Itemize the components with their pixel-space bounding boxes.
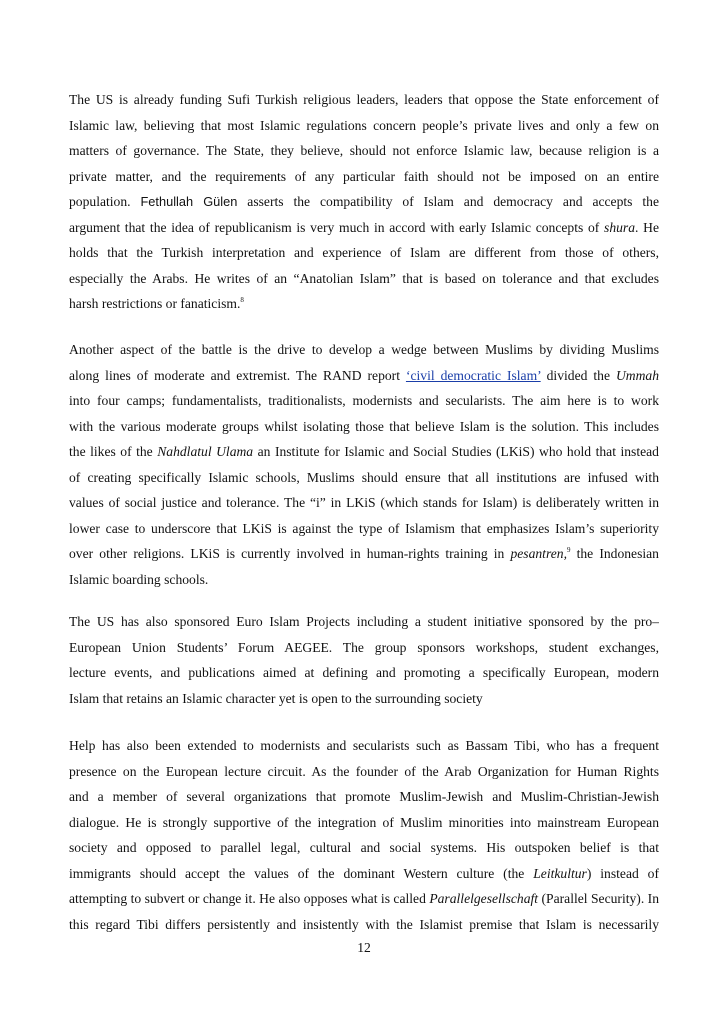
text-line: matters of governance. The State, they believe, should not enforce Islamic law, because religion is a	[69, 143, 659, 158]
page-number: 12	[357, 940, 371, 955]
text-line: population. Fethullah Gülen asserts the compatibility of Islam and democracy and accepts the	[69, 194, 659, 209]
text-line: holds that the Turkish interpretation and experience of Islam are different from those of others,	[69, 245, 659, 260]
text-line: The US has also sponsored Euro Islam Projects including a student initiative sponsored by the pro–	[69, 614, 659, 629]
paragraph-2	[69, 337, 659, 592]
text-line: Help has also been extended to modernists and secularists such as Bassam Tibi, who has a frequent	[69, 738, 659, 753]
text-line: Islamic boarding schools.	[69, 571, 209, 587]
text-line: presence on the European lecture circuit. As the founder of the Arab Organization for Human Rights	[69, 763, 659, 779]
paragraph-4	[69, 733, 659, 937]
person-name: Fethullah Gülen	[140, 194, 238, 209]
italic-term: Leitkultur	[533, 865, 587, 881]
paragraph-1	[69, 87, 659, 317]
text-line: especially the Arabs. He writes of an “Anatolian Islam” that is based on tolerance and that excludes	[69, 270, 659, 286]
text-line: lecture events, and publications aimed at defining and promoting a specifically European, modern	[69, 665, 659, 680]
text-line: harsh restrictions or fanaticism.$^8$	[69, 296, 244, 311]
text-line: with the various moderate groups whilst isolating those that believe Islam is the solution. This includes	[69, 418, 659, 434]
text-line: this regard Tibi differs persistently and insistently with the Islamist premise that Islam is necessarily	[69, 916, 659, 932]
text-line: lower case to underscore that LKiS is against the type of Islamism that emphasizes Islam’s superiority	[69, 520, 659, 536]
text-line: the likes of the Nahdlatul Ulama an Institute for Islamic and Social Studies (LKiS) who hold that instead	[69, 444, 659, 459]
text-line: into four camps; fundamentalists, traditionalists, modernists and secularists. The aim here is to work	[69, 393, 659, 408]
text-line: Another aspect of the battle is the drive to develop a wedge between Muslims by dividing Muslims	[69, 342, 659, 357]
text-line: European Union Students’ Forum AEGEE. The group sponsors workshops, student exchanges,	[69, 639, 659, 655]
text-line: immigrants should accept the values of the dominant Western culture (the Leitkultur) instead of	[69, 865, 659, 881]
text-line: and a member of several organizations that promote Muslim-Jewish and Muslim-Christian-Jewish	[69, 789, 659, 804]
text-line: attempting to subvert or change it. He also opposes what is called Parallelgesellschaft (Parallel Security). In	[69, 891, 659, 906]
footnote-ref[interactable]: 9	[566, 546, 571, 554]
footnote-ref[interactable]: 8	[240, 296, 244, 304]
text-line: along lines of moderate and extremist. The RAND report ‘civil democratic Islam’ divided the Ummah	[69, 367, 659, 383]
text-line: The US is already funding Sufi Turkish religious leaders, leaders that oppose the State enforcement of	[69, 92, 659, 107]
italic-term: pesantren,	[510, 546, 567, 561]
text-line: over other religions. LKiS is currently involved in human-rights training in pesantren,$^9$ the Indonesian	[69, 546, 659, 561]
italic-term: shura	[604, 219, 636, 235]
text-line: argument that the idea of republicanism is very much in accord with early Islamic concepts of shura. He	[69, 219, 659, 235]
italic-term: Ummah	[615, 367, 659, 383]
italic-term: Parallelgesellschaft	[429, 891, 539, 906]
text-line: values of social justice and tolerance. The “i” in LKiS (which stands for Islam) is deliberately written in	[69, 495, 659, 510]
text-line: Islam that retains an Islamic character yet is open to the surrounding society	[69, 690, 483, 706]
paragraph-3	[69, 609, 659, 711]
text-line: society and opposed to parallel legal, cultural and social systems. His outspoken belief is that	[69, 840, 659, 855]
text-line: private matter, and the requirements of any particular faith should not be imposed on an entire	[69, 168, 659, 184]
civil-democratic-islam-link[interactable]: ‘civil democratic Islam’	[405, 367, 541, 383]
text-line: dialogue. He is strongly supportive of the integration of Muslim minorities into mainstream European	[69, 814, 659, 830]
italic-term: Nahdlatul Ulama	[157, 444, 254, 459]
text-line: of creating specifically Islamic schools, Muslims should ensure that all institutions are infused with	[69, 469, 659, 485]
text-line: Islamic law, believing that most Islamic regulations concern people’s private lives and only a few on	[69, 117, 659, 133]
